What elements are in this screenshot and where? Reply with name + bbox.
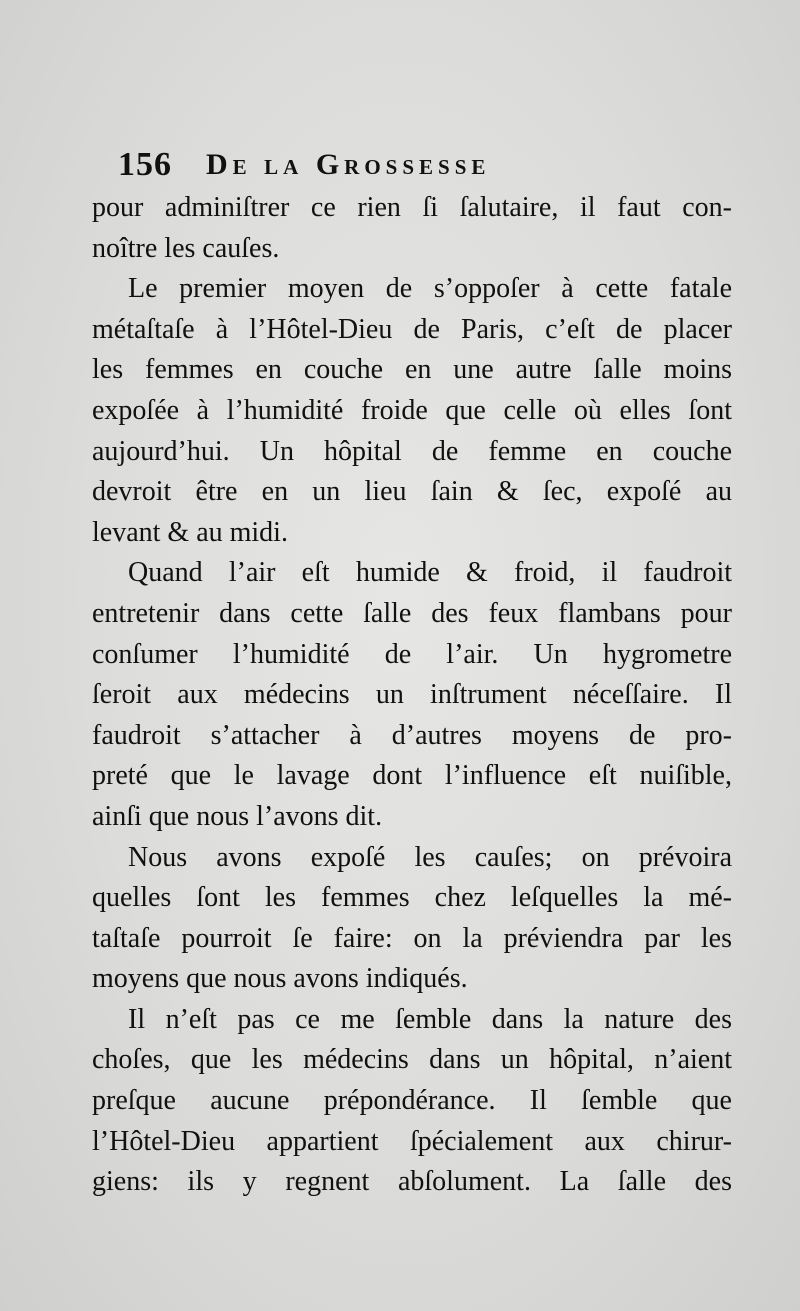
text-line: devroit être en un lieu ſain & ſec, expoſé au bbox=[92, 476, 732, 508]
text-line: pour adminiſtrer ce rien ſi ſalutaire, il faut con- bbox=[92, 192, 732, 223]
text-line: Nous avons expoſé les cauſes; on prévoira bbox=[128, 841, 732, 873]
text-line: l’Hôtel-Dieu appartient ſpécialement aux chirur- bbox=[92, 1125, 732, 1157]
text-line: entretenir dans cette ſalle des feux flambans pour bbox=[92, 597, 732, 629]
text-line: Le premier moyen de s’oppoſer à cette fatale bbox=[128, 273, 732, 305]
text-line: quelles ſont les femmes chez leſquelles la mé- bbox=[92, 882, 732, 914]
text-line: ſeroit aux médecins un inſtrument néceſſaire. Il bbox=[92, 679, 732, 711]
text-line: levant & au midi. bbox=[92, 516, 288, 548]
text-line: moyens que nous avons indiqués. bbox=[92, 963, 468, 995]
text-line: métaſtaſe à l’Hôtel-Dieu de Paris, c’eſt de placer bbox=[92, 313, 732, 345]
text-line: preſque aucune prépondérance. Il ſemble que bbox=[92, 1085, 732, 1117]
text-line: Il n’eſt pas ce me ſemble dans la nature des bbox=[128, 1003, 732, 1035]
text-line: conſumer l’humidité de l’air. Un hygrometre bbox=[92, 638, 732, 670]
text-line: giens: ils y regnent abſolument. La ſalle des bbox=[92, 1166, 732, 1198]
page-header bbox=[118, 146, 618, 186]
text-line: taſtaſe pourroit ſe faire: on la préviendra par les bbox=[92, 922, 732, 954]
running-title: De la Grossesse bbox=[206, 148, 491, 181]
text-line: noître les cauſes. bbox=[92, 232, 280, 264]
page-number: 156 bbox=[118, 146, 172, 183]
text-line: aujourd’hui. Un hôpital de femme en couche bbox=[92, 435, 732, 467]
text-line: faudroit s’attacher à d’autres moyens de pro- bbox=[92, 719, 732, 751]
text-line: choſes, que les médecins dans un hôpital, n’aient bbox=[92, 1044, 732, 1076]
body-text bbox=[92, 188, 732, 1203]
text-line: preté que le lavage dont l’influence eſt nuiſible, bbox=[92, 760, 732, 792]
text-line: ainſi que nous l’avons dit. bbox=[92, 800, 383, 832]
text-line: expoſée à l’humidité froide que celle où elles ſont bbox=[92, 394, 732, 426]
text-line: Quand l’air eſt humide & froid, il faudroit bbox=[128, 557, 732, 589]
text-line: les femmes en couche en une autre ſalle moins bbox=[92, 354, 732, 386]
